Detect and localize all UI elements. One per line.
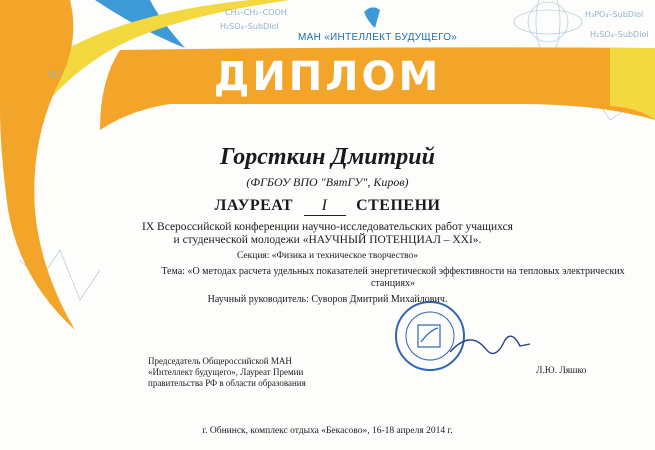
chairman-block	[148, 356, 333, 389]
formula-doodle: H₂SO₄–SubDiol	[220, 22, 279, 31]
chairman-line: «Интеллект будущего», Лауреат Премии	[148, 367, 304, 377]
location-date: г. Обнинск, комплекс отдыха «Бекасово», 16-18 апреля 2014 г.	[202, 426, 453, 436]
diploma-title: ДИПЛОМ	[213, 54, 442, 100]
formula-doodle: HCl	[48, 70, 62, 79]
signature-name: Л.Ю. Ляшко	[536, 366, 587, 376]
seal-stamp	[396, 302, 464, 370]
organization-name: МАН «ИНТЕЛЛЕКТ БУДУЩЕГО»	[298, 32, 458, 43]
conference-text	[0, 221, 655, 247]
laureate-prefix: ЛАУРЕАТ	[214, 197, 294, 214]
chairman-line: Председатель Общероссийской МАН	[148, 356, 292, 366]
formula-doodle: H₂SO₄–SubDiol	[590, 30, 649, 39]
laureate-degree: I	[304, 197, 346, 216]
chairman-line: правительства РФ в области образования	[148, 378, 306, 388]
laureate-line	[0, 197, 655, 216]
logo-mark	[364, 7, 380, 28]
conference-line: и студенческой молодежи «НАУЧНЫЙ ПОТЕНЦИАЛ – XXI».	[173, 234, 482, 246]
formula-doodle: H₃PO₄–SubDiol	[585, 10, 644, 19]
conference-line: IX Всероссийской конференции научно-исследовательских работ учащихся	[142, 221, 513, 233]
recipient-affiliation: (ФГБОУ ВПО "ВятГУ", Киров)	[246, 175, 409, 189]
laureate-suffix: СТЕПЕНИ	[356, 197, 441, 214]
section-line: Секция: «Физика и техническое творчество»	[236, 251, 419, 261]
formula-doodle: CH₃–CH₂–COOH	[225, 8, 287, 17]
topic-line: Тема: «О методах расчета удельных показателей энергетической эффективности на тепловых электрических станциях»	[161, 266, 625, 289]
adviser-line: Научный руководитель: Суворов Дмитрий Михайлович.	[207, 294, 448, 305]
recipient-name: Горсткин Дмитрий	[220, 144, 435, 170]
